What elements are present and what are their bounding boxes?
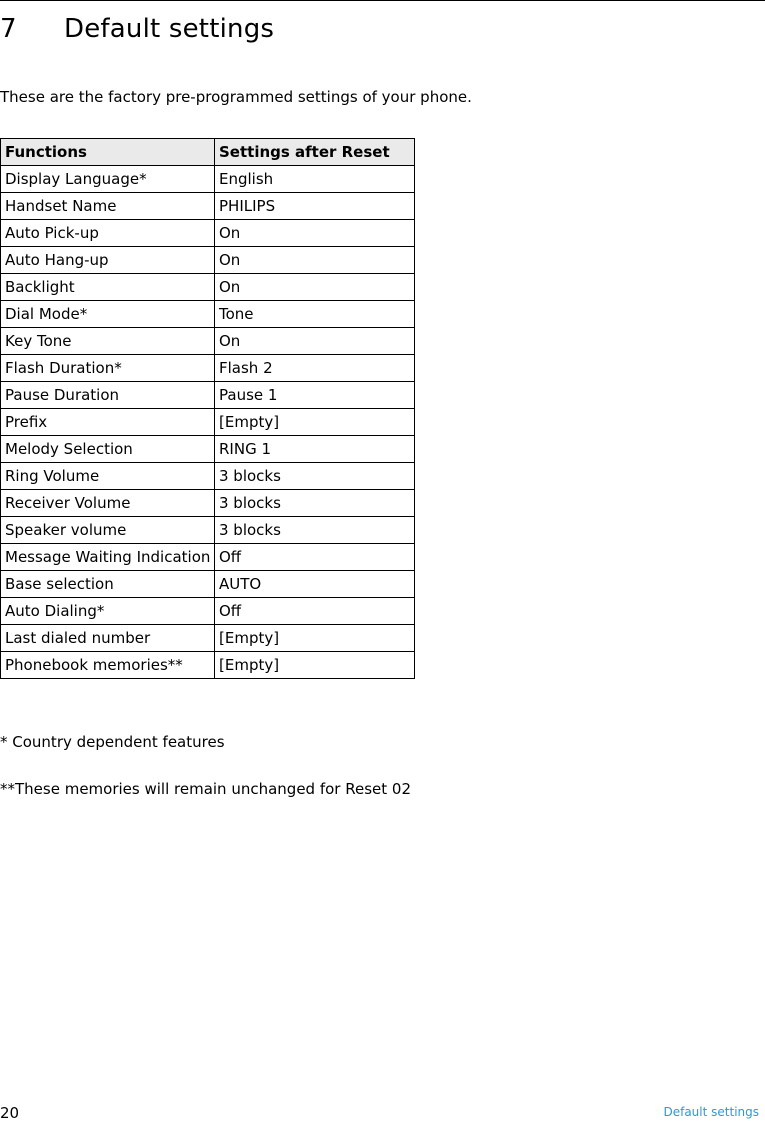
chapter-title: Default settings — [64, 14, 275, 44]
table-body — [1, 166, 415, 679]
table-row — [1, 382, 415, 409]
setting-cell: [Empty] — [215, 409, 415, 436]
table-row — [1, 544, 415, 571]
setting-cell: PHILIPS — [215, 193, 415, 220]
function-cell: Prefix — [1, 409, 215, 436]
table-row — [1, 274, 415, 301]
table-row — [1, 625, 415, 652]
page-number: 20 — [0, 1104, 20, 1122]
table-row — [1, 166, 415, 193]
setting-cell: On — [215, 328, 415, 355]
function-cell: Message Waiting Indication — [1, 544, 215, 571]
setting-cell: Off — [215, 598, 415, 625]
top-rule — [0, 0, 765, 1]
function-cell: Melody Selection — [1, 436, 215, 463]
setting-cell: [Empty] — [215, 625, 415, 652]
chapter-heading — [0, 14, 274, 44]
function-cell: Pause Duration — [1, 382, 215, 409]
function-cell: Base selection — [1, 571, 215, 598]
table-row — [1, 247, 415, 274]
default-settings-table — [0, 138, 415, 679]
function-cell: Receiver Volume — [1, 490, 215, 517]
function-cell: Speaker volume — [1, 517, 215, 544]
function-cell: Backlight — [1, 274, 215, 301]
function-cell: Display Language* — [1, 166, 215, 193]
table-row — [1, 490, 415, 517]
setting-cell: On — [215, 274, 415, 301]
table-row — [1, 571, 415, 598]
setting-cell: Tone — [215, 301, 415, 328]
table-row — [1, 598, 415, 625]
setting-cell: 3 blocks — [215, 463, 415, 490]
header-settings-after-reset: Settings after Reset — [215, 139, 415, 166]
setting-cell: Off — [215, 544, 415, 571]
table-row — [1, 193, 415, 220]
header-functions: Functions — [1, 139, 215, 166]
function-cell: Dial Mode* — [1, 301, 215, 328]
function-cell: Auto Hang-up — [1, 247, 215, 274]
function-cell: Handset Name — [1, 193, 215, 220]
setting-cell: AUTO — [215, 571, 415, 598]
function-cell: Auto Dialing* — [1, 598, 215, 625]
table-row — [1, 517, 415, 544]
footnote-reset-02: **These memories will remain unchanged for Reset 02 — [0, 780, 411, 798]
function-cell: Ring Volume — [1, 463, 215, 490]
footer-section-title: Default settings — [663, 1105, 759, 1119]
intro-paragraph: These are the factory pre-programmed settings of your phone. — [0, 88, 472, 106]
table-row — [1, 355, 415, 382]
table-row — [1, 463, 415, 490]
function-cell: Key Tone — [1, 328, 215, 355]
setting-cell: [Empty] — [215, 652, 415, 679]
function-cell: Last dialed number — [1, 625, 215, 652]
chapter-number: 7 — [0, 14, 17, 44]
setting-cell: English — [215, 166, 415, 193]
table-row — [1, 328, 415, 355]
setting-cell: On — [215, 247, 415, 274]
table-row — [1, 652, 415, 679]
table-header-row — [1, 139, 415, 166]
setting-cell: 3 blocks — [215, 517, 415, 544]
table-row — [1, 436, 415, 463]
setting-cell: Pause 1 — [215, 382, 415, 409]
function-cell: Phonebook memories** — [1, 652, 215, 679]
table-row — [1, 301, 415, 328]
table-row — [1, 409, 415, 436]
function-cell: Auto Pick-up — [1, 220, 215, 247]
table-row — [1, 220, 415, 247]
setting-cell: 3 blocks — [215, 490, 415, 517]
function-cell: Flash Duration* — [1, 355, 215, 382]
setting-cell: On — [215, 220, 415, 247]
setting-cell: Flash 2 — [215, 355, 415, 382]
footnote-country-dependent: * Country dependent features — [0, 733, 225, 751]
setting-cell: RING 1 — [215, 436, 415, 463]
